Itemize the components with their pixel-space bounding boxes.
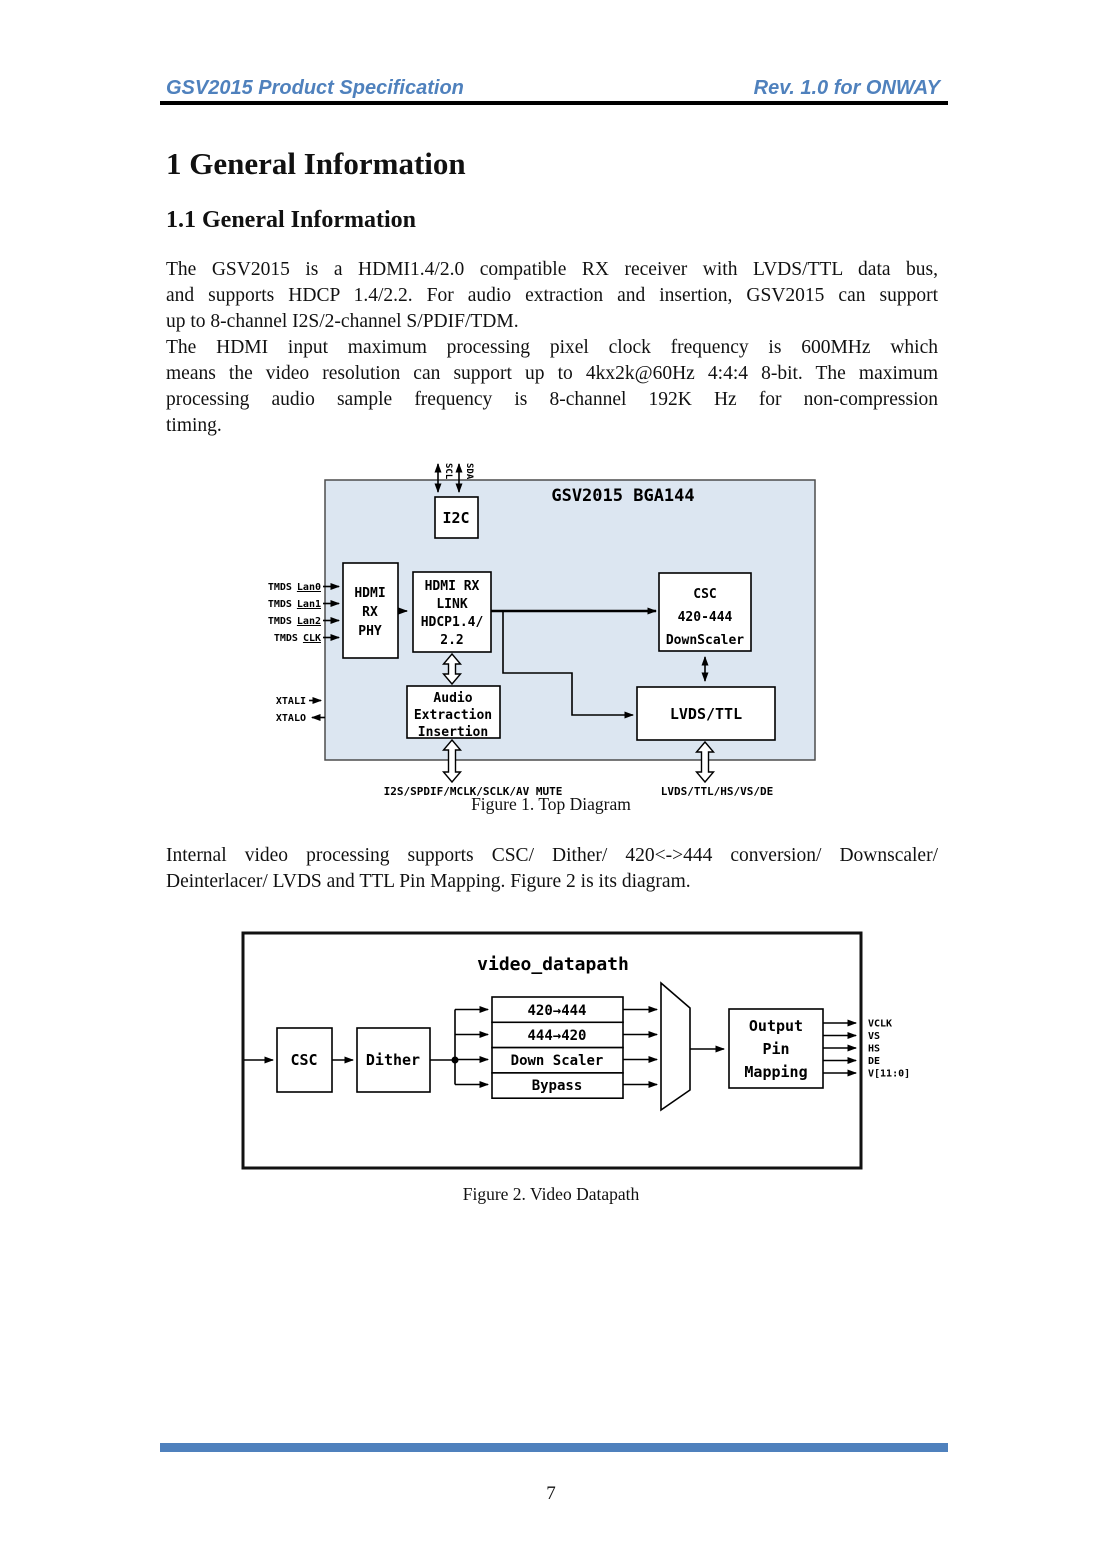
link-label-line: HDCP1.4/ <box>420 615 484 630</box>
footer-rule <box>160 1443 948 1452</box>
lvds-ttl-label: LVDS/TTL <box>669 705 743 723</box>
mux-shape <box>661 983 690 1110</box>
paragraph-line: Deinterlacer/ LVDS and TTL Pin Mapping. Figure 2 is its diagram. <box>166 871 691 892</box>
path-label: Bypass <box>531 1078 583 1094</box>
fig2-title: video_datapath <box>477 954 629 975</box>
phy-label-line: PHY <box>358 624 382 639</box>
tmds-lan2-label: TMDS Lan2 <box>267 616 321 627</box>
i2c-label: I2C <box>442 509 470 527</box>
paragraph-line: timing. <box>166 415 222 436</box>
page-number: 7 <box>546 1483 556 1504</box>
dither-label: Dither <box>365 1051 421 1069</box>
output-label-line: Mapping <box>744 1063 808 1081</box>
link-label-line: 2.2 <box>440 633 464 648</box>
path-label: 444→420 <box>527 1028 587 1044</box>
paragraph-line: The HDMI input maximum processing pixel clock frequency is 600MHz which <box>166 337 938 358</box>
output-label-line: Pin <box>762 1040 790 1058</box>
lvds-bus-label: LVDS/TTL/HS/VS/DE <box>660 785 774 798</box>
paragraph-line: Internal video processing supports CSC/ Dither/ 420<->444 conversion/ Downscaler/ <box>166 845 938 866</box>
paragraph-line: and supports HDCP 1.4/2.2. For audio extraction and insertion, GSV2015 can support <box>166 285 938 306</box>
audio-label-line: Audio <box>433 691 473 706</box>
csc-label: CSC <box>290 1051 318 1069</box>
output-vs-label: VS <box>868 1031 881 1042</box>
paragraph-line: processing audio sample frequency is 8-channel 192K Hz for non-compression <box>166 389 938 410</box>
tmds-lan0-label: TMDS Lan0 <box>267 582 321 593</box>
scl-label: SCL <box>443 463 453 480</box>
output-v11-label: V[11:0] <box>868 1068 911 1080</box>
csc-label-line: 420-444 <box>677 610 733 625</box>
audio-bus-label: I2S/SPDIF/MCLK/SCLK/AV MUTE <box>383 785 563 798</box>
sda-label: SDA <box>464 463 474 480</box>
phy-label-line: RX <box>362 605 378 620</box>
lvds-bus-double-arrow <box>697 742 714 782</box>
audio-label-line: Insertion <box>417 725 489 740</box>
section-heading: 1 General Information <box>166 146 466 181</box>
csc-label-line: CSC <box>693 587 717 602</box>
fig1-title: GSV2015 BGA144 <box>551 486 695 506</box>
paragraph-line: up to 8-channel I2S/2-channel S/PDIF/TDM. <box>166 311 519 332</box>
output-label-line: Output <box>748 1017 804 1035</box>
output-hs-label: HS <box>868 1043 881 1055</box>
figure2-caption: Figure 2. Video Datapath <box>462 1184 640 1204</box>
link-label-line: HDMI RX <box>424 579 480 594</box>
header-left-title: GSV2015 Product Specification <box>166 77 464 99</box>
audio-bus-double-arrow <box>444 740 461 782</box>
path-label: Down Scaler <box>510 1053 604 1069</box>
tmds-lan1-label: TMDS Lan1 <box>267 599 321 610</box>
output-de-label: DE <box>868 1056 881 1067</box>
paragraph-3 <box>166 843 938 895</box>
link-label-line: LINK <box>436 597 468 612</box>
tmds-clk-label: TMDS CLK <box>273 633 321 644</box>
audio-label-line: Extraction <box>413 708 493 723</box>
csc-label-line: DownScaler <box>665 633 745 648</box>
paragraph-1 <box>166 257 938 335</box>
xtalo-label: XTALO <box>275 713 306 724</box>
figure1-caption: Figure 1. Top Diagram <box>471 794 631 814</box>
paragraph-line: The GSV2015 is a HDMI1.4/2.0 compatible RX receiver with LVDS/TTL data bus, <box>166 259 938 280</box>
figure2-video-datapath <box>240 930 920 1180</box>
xtali-label: XTALI <box>275 696 306 707</box>
output-vclk-label: VCLK <box>868 1018 893 1030</box>
header-rule <box>160 101 948 105</box>
phy-label-line: HDMI <box>354 586 386 601</box>
paragraph-2 <box>166 335 938 439</box>
paragraph-line: means the video resolution can support up to 4kx2k@60Hz 4:4:4 8-bit. The maximum <box>166 363 938 384</box>
subsection-heading: 1.1 General Information <box>166 207 416 233</box>
figure1-top-diagram <box>265 450 825 820</box>
path-label: 420→444 <box>527 1003 587 1019</box>
header-right-title: Rev. 1.0 for ONWAY <box>753 77 940 99</box>
